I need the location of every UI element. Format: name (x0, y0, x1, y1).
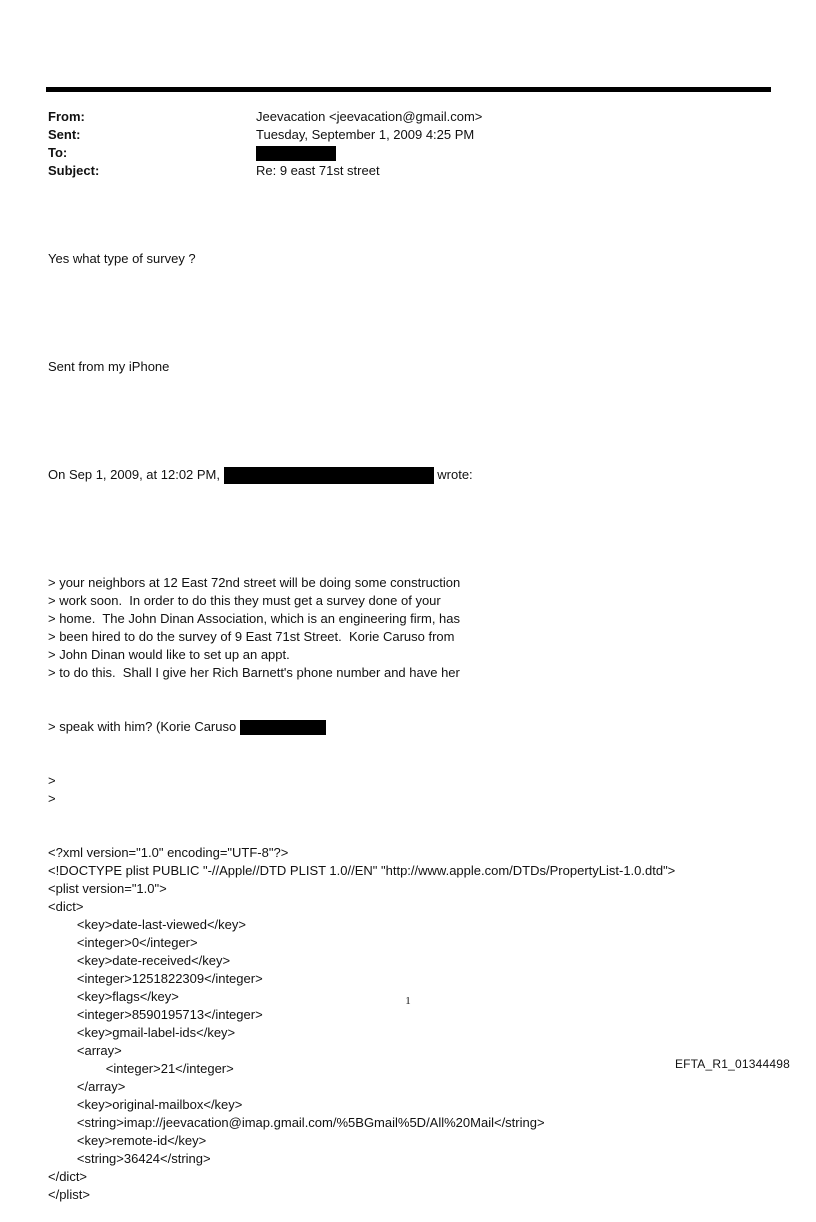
plist-line: <!DOCTYPE plist PUBLIC "-//Apple//DTD PLIST 1.0//EN" "http://www.apple.com/DTDs/PropertyList-1.0.dtd"> (48, 863, 676, 878)
page-number: 1 (405, 995, 411, 1007)
header-rule (46, 87, 771, 92)
quoted-block (48, 574, 778, 682)
plist-line: <integer>0</integer> (48, 935, 198, 950)
quoted-line: > to do this. Shall I give her Rich Barnett's phone number and have her (48, 665, 460, 680)
plist-line: <dict> (48, 899, 84, 914)
email-body (48, 214, 778, 1222)
plist-line: <array> (48, 1043, 122, 1058)
subject-row (48, 162, 748, 180)
sent-value: Tuesday, September 1, 2009 4:25 PM (256, 127, 475, 142)
plist-line: <string>imap://jeevacation@imap.gmail.com/%5BGmail%5D/All%20Mail</string> (48, 1115, 545, 1130)
quoted-line (48, 718, 778, 736)
redaction-to (256, 146, 336, 161)
quoted-line: > home. The John Dinan Association, which is an engineering firm, has (48, 611, 461, 626)
spacer (48, 304, 778, 322)
quoted-line: > been hired to do the survey of 9 East 71st Street. Korie Caruso from (48, 629, 455, 644)
email-header (48, 108, 748, 180)
plist-line: </plist> (48, 1187, 90, 1202)
to-label: To: (48, 145, 68, 160)
quoted-line: > (48, 773, 56, 788)
sent-label: Sent: (48, 127, 81, 142)
from-row (48, 108, 748, 126)
sent-row (48, 126, 748, 144)
plist-line: <integer>21</integer> (48, 1061, 234, 1076)
to-value-container (256, 144, 336, 162)
subject-value: Re: 9 east 71st street (256, 163, 380, 178)
plist-line: </array> (48, 1079, 126, 1094)
quoted-line: > your neighbors at 12 East 72nd street will be doing some construction (48, 575, 461, 590)
redaction-phone (240, 720, 326, 735)
quoted-trailing-block (48, 772, 778, 808)
quote-intro-prefix: On Sep 1, 2009, at 12:02 PM, (48, 467, 221, 482)
plist-line: <key>original-mailbox</key> (48, 1097, 243, 1112)
redaction-sender (224, 467, 434, 484)
quote-intro-suffix: wrote: (437, 467, 473, 482)
plist-line: <key>gmail-label-ids</key> (48, 1025, 236, 1040)
quoted-line: > John Dinan would like to set up an appt. (48, 647, 290, 662)
plist-line: <key>remote-id</key> (48, 1133, 207, 1148)
reply-text: Yes what type of survey ? (48, 251, 196, 266)
plist-line: <plist version="1.0"> (48, 881, 167, 896)
plist-line: <?xml version="1.0" encoding="UTF-8"?> (48, 845, 289, 860)
document-id: EFTA_R1_01344498 (674, 1057, 790, 1071)
quoted-line: > work soon. In order to do this they must get a survey done of your (48, 593, 441, 608)
spacer (48, 412, 778, 430)
quoted-line: > (48, 791, 56, 806)
from-label: From: (48, 109, 85, 124)
subject-label: Subject: (48, 163, 100, 178)
plist-line: <string>36424</string> (48, 1151, 211, 1166)
to-row (48, 144, 748, 162)
plist-line: </dict> (48, 1169, 88, 1184)
quote-intro (48, 466, 778, 484)
quoted-last-line: > speak with him? (Korie Caruso (48, 719, 237, 734)
from-value: Jeevacation <jeevacation@gmail.com> (256, 109, 483, 124)
plist-line: <integer>1251822309</integer> (48, 971, 263, 986)
plist-line: <integer>8590195713</integer> (48, 1007, 263, 1022)
plist-line: <key>flags</key> (48, 989, 179, 1004)
signature-text: Sent from my iPhone (48, 359, 170, 374)
plist-line: <key>date-received</key> (48, 953, 231, 968)
spacer (48, 520, 778, 538)
plist-line: <key>date-last-viewed</key> (48, 917, 246, 932)
plist-block (48, 844, 778, 1204)
